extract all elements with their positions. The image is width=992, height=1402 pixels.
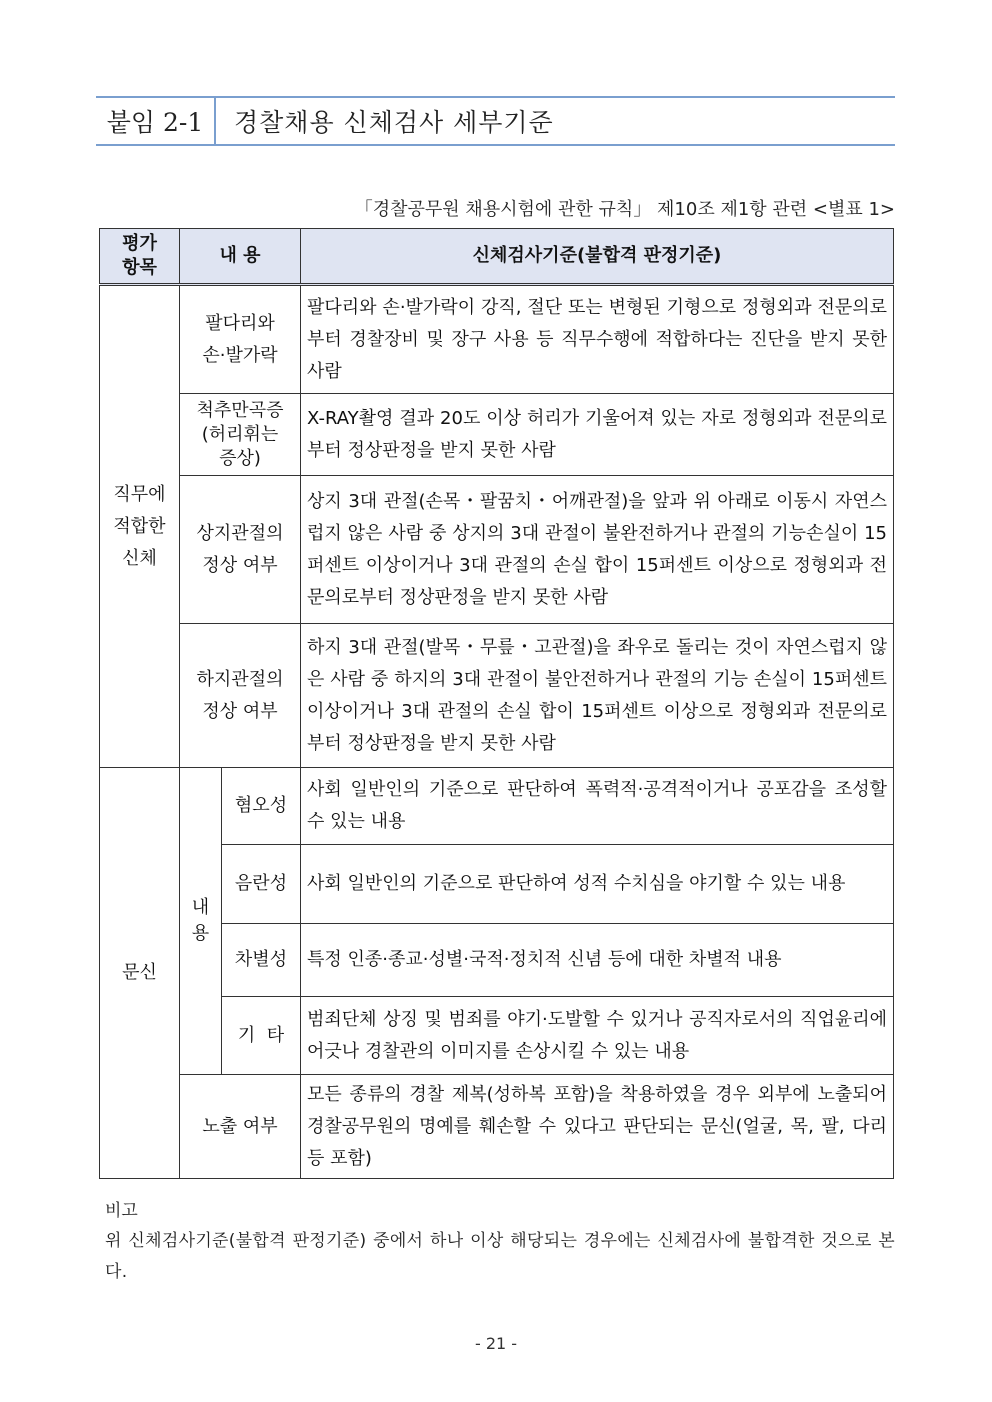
item-label: 팔다리와 손·발가락 <box>180 285 301 394</box>
criteria-text: 사회 일반인의 기준으로 판단하여 성적 수치심을 야기할 수 있는 내용 <box>301 845 894 924</box>
sub-label-content: 내 용 <box>180 768 222 1075</box>
table-header-row <box>100 229 894 285</box>
section-label-body: 직무에 적합한 신체 <box>100 285 180 768</box>
document-title-bar <box>96 96 895 146</box>
table-row <box>100 394 894 476</box>
attachment-tag: 붙임 2-1 <box>96 98 216 144</box>
criteria-text: 사회 일반인의 기준으로 판단하여 폭력적·공격적이거나 공포감을 조성할 수 있는 내용 <box>301 768 894 845</box>
table-row <box>100 1075 894 1179</box>
header-content: 내 용 <box>180 229 301 285</box>
page-number: - 21 - <box>474 1334 518 1353</box>
item-label: 혐오성 <box>222 768 301 845</box>
criteria-text: 범죄단체 상징 및 범죄를 야기·도발할 수 있거나 공직자로서의 직업윤리에 어긋나 경찰관의 이미지를 손상시킬 수 있는 내용 <box>301 997 894 1075</box>
header-criteria: 신체검사기준(불합격 판정기준) <box>301 229 894 285</box>
header-category: 평가 항목 <box>100 229 180 285</box>
item-label: 노출 여부 <box>180 1075 301 1179</box>
criteria-text: 모든 종류의 경찰 제복(성하복 포함)을 착용하였을 경우 외부에 노출되어 경찰공무원의 명예를 훼손할 수 있다고 판단되는 문신(얼굴, 목, 팔, 다리 등 포함) <box>301 1075 894 1179</box>
item-label: 하지관절의 정상 여부 <box>180 624 301 768</box>
table-row <box>100 768 894 845</box>
item-label: 척추만곡증 (허리휘는 증상) <box>180 394 301 476</box>
criteria-text: X-RAY촬영 결과 20도 이상 허리가 기울어져 있는 자로 정형외과 전문의로부터 정상판정을 받지 못한 사람 <box>301 394 894 476</box>
section-label-tattoo: 문신 <box>100 768 180 1179</box>
criteria-text: 특정 인종·종교·성별·국적·정치적 신념 등에 대한 차별적 내용 <box>301 924 894 997</box>
note-title: 비고 <box>105 1201 138 1221</box>
table-row <box>100 476 894 624</box>
table-row <box>100 285 894 394</box>
criteria-text: 팔다리와 손·발가락이 강직, 절단 또는 변형된 기형으로 정형외과 전문의로부터 경찰장비 및 장구 사용 등 직무수행에 적합하다는 진단을 받지 못한 사람 <box>301 285 894 394</box>
criteria-text: 하지 3대 관절(발목・무릎・고관절)을 좌우로 돌리는 것이 자연스럽지 않은 사람 중 하지의 3대 관절이 불안전하거나 관절의 기능 손실이 15퍼센트 이상이거나 3대 관절의 손실 합이 15퍼센트 이상으로 정형외과 전문의로부터 정상판정을 받지 못한 사람 <box>301 624 894 768</box>
item-label: 기 타 <box>222 997 301 1075</box>
criteria-text: 상지 3대 관절(손목・팔꿈치・어깨관절)을 앞과 위 아래로 이동시 자연스럽지 않은 사람 중 상지의 3대 관절이 불완전하거나 관절의 기능손실이 15퍼센트 이상이거나 3대 관절의 손실 합이 15퍼센트 이상으로 정형외과 전문의로부터 정상판정을 받지 못한 사람 <box>301 476 894 624</box>
table-row <box>100 624 894 768</box>
item-label: 상지관절의 정상 여부 <box>180 476 301 624</box>
item-label: 음란성 <box>222 845 301 924</box>
document-title: 경찰채용 신체검사 세부기준 <box>234 108 554 137</box>
criteria-table <box>99 228 894 1179</box>
regulation-reference: 「경찰공무원 채용시험에 관한 규칙」 제10조 제1항 관련 <별표 1> <box>354 199 895 220</box>
item-label: 차별성 <box>222 924 301 997</box>
note-body: 위 신체검사기준(불합격 판정기준) 중에서 하나 이상 해당되는 경우에는 신체검사에 불합격한 것으로 본다. <box>105 1231 895 1282</box>
